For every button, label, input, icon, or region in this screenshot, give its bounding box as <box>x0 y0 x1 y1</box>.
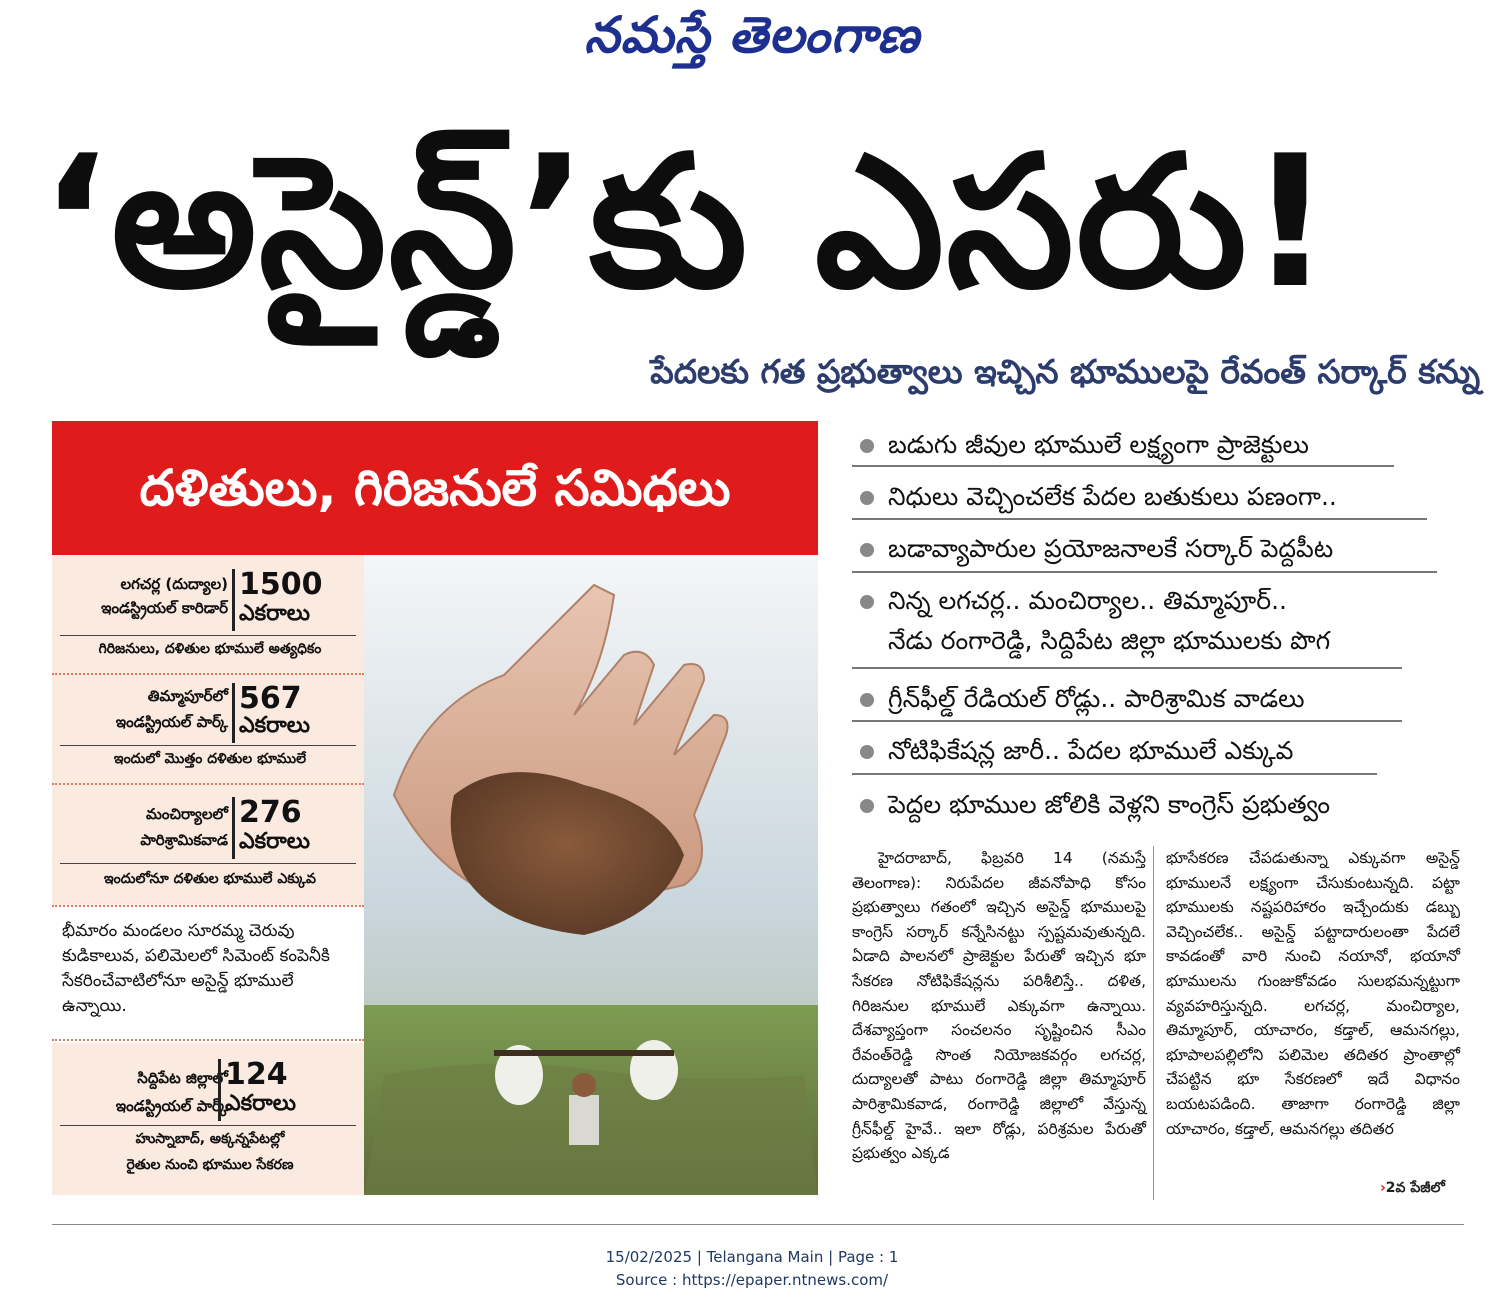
continued-on-page[interactable] <box>1380 1180 1445 1199</box>
stat-1-label-line2: ఇండస్ట్రియల్ కారిడార్ <box>101 599 228 617</box>
article-body-right <box>1166 846 1460 1141</box>
stat-1-rule <box>60 635 356 636</box>
bullet-item <box>852 529 1452 569</box>
bullet-text: బడావ్యాపారుల ప్రయోజనాలకే సర్కార్ పెద్దపీట <box>888 534 1334 563</box>
illustration-svg <box>364 555 818 1195</box>
bullet-dot-icon <box>860 543 874 557</box>
main-headline: ‘అసైన్డ్’కు ఎసరు! <box>40 116 1334 328</box>
stat-4-note-line2: రైతుల నుంచి భూముల సేకరణ <box>126 1157 294 1173</box>
farmland-hand-photo <box>364 555 818 1195</box>
bullet-rule <box>852 773 1377 775</box>
article-paragraph: భూసేకరణ చేపడుతున్నా ఎక్కువగా అసైన్డ్ భూములనే లక్ష్యంగా చేసుకుంటున్నది. పట్టా భూములకు నష్టపరిహారం ఇచ్చేందుకు డబ్బు వెచ్చించలేక.. అసైన్డ్ పట్టాదారులంతా పేదలే కావడంతో వారి నుంచి నయానో, భయానో భూములను గుంజుకోవడం సులభమన్నట్టుగా వ్యవహరిస్తున్నది. లగచర్ల, మంచిర్యాల, తిమ్మాపూర్, యాచారం, కడ్తాల్, ఆమనగల్లు, భూపాలపల్లిలోని పలిమెల తదితర ప్రాంతాల్లో చేపట్టిన భూ సేకరణలో ఇదే విధానం బయటపడింది. తాజాగా రంగారెడ్డి జిల్లా యాచారం, కడ్తాల్, ఆమనగల్లు తదితర <box>1166 849 1460 1138</box>
bullet-item <box>852 425 1452 465</box>
bullet-rule <box>852 571 1437 573</box>
stat-3-label-line1: మంచిర్యాలలో <box>146 805 228 823</box>
bullet-text: గ్రీన్‌ఫీల్డ్ రేడియల్ రోడ్లు.. పారిశ్రామిక వాడలు <box>888 684 1305 713</box>
stat-2-label-line1: తిమ్మాపూర్‌లో <box>147 687 228 705</box>
stat-3-rule <box>60 863 356 864</box>
stat-divider <box>52 673 364 675</box>
article-paragraph: హైదరాబాద్, ఫిబ్రవరి 14 (నమస్తే తెలంగాణ): నిరుపేదల జీవనోపాధి కోసం ప్రభుత్వాలు గతంలో ఇచ్చిన అసైన్డ్ భూములపై కాంగ్రెస్ సర్కార్ కన్నేసినట్టు స్పష్టమవుతున్నది. ఏడాది పాలనలో ప్రాజెక్టుల పేరుతో ఇచ్చిన భూ సేకరణ నోటిఫికేషన్లను పరిశీలిస్తే.. దళిత, గిరిజనుల భూములే ఎక్కువగా ఉన్నాయి. దేశవ్యాప్తంగా సంచలనం సృష్టించిన సీఎం రేవంత్‌రెడ్డి సొంత నియోజకవర్గం లగచర్ల, దుద్యాలతో పాటు రంగారెడ్డి జిల్లా తిమ్మాపూర్ పారిశ్రామికవాడ, రంగారెడ్డి జిల్లాలో వేస్తున్న గ్రీన్‌ఫీల్డ్ హైవే.. ఇలా రోడ్లు, పరిశ్రమల పేరుతో ప్రభుత్వం ఎక్కడ <box>852 849 1146 1163</box>
stat-2-unit: ఎకరాలు <box>232 713 310 743</box>
subheadline: పేదలకు గత ప్రభుత్వాలు ఇచ్చిన భూములపై రేవంత్ సర్కార్ కన్ను <box>650 352 1480 391</box>
red-banner-title: దళితులు, గిరిజనులే సమిధలు <box>52 421 818 555</box>
stat-4-note-line1: హుస్నాబాద్, అక్కన్నపేటల్లో <box>135 1131 285 1147</box>
stat-2-label-line2: ఇండస్ట్రియల్ పార్క్ <box>115 713 228 731</box>
stat-1-unit: ఎకరాలు <box>232 601 310 631</box>
chevron-right-icon: › <box>1380 1180 1386 1196</box>
bullet-item <box>852 581 1452 661</box>
masthead-logo: నమస్తే తెలంగాణ <box>584 6 920 64</box>
stat-divider <box>52 1039 364 1041</box>
bullet-dot-icon <box>860 439 874 453</box>
stat-4-unit: ఎకరాలు <box>218 1091 296 1121</box>
continued-label: 2వ పేజీలో <box>1385 1180 1445 1196</box>
bullet-dot-icon <box>860 595 874 609</box>
bullet-text: పెద్దల భూముల జోలికి వెళ్లని కాంగ్రెస్ ప్రభుత్వం <box>888 790 1331 819</box>
bullet-text: నిన్న లగచర్ల.. మంచిర్యాల.. తిమ్మాపూర్.. <box>888 586 1287 615</box>
bullet-text: బడుగు జీవుల భూములే లక్ష్యంగా ప్రాజెక్టులు <box>888 430 1309 459</box>
bullet-text: నిధులు వెచ్చించలేక పేదల బతుకులు పణంగా.. <box>888 482 1337 511</box>
bullet-dot-icon <box>860 491 874 505</box>
bullet-dot-icon <box>860 799 874 813</box>
footer-divider <box>52 1224 1464 1225</box>
bullet-rule <box>852 518 1427 520</box>
stat-3-unit: ఎకరాలు <box>232 829 310 859</box>
footer-date-page: 15/02/2025 | Telangana Main | Page : 1 <box>605 1248 899 1266</box>
stat-divider <box>52 905 364 907</box>
footer-source-link[interactable]: Source : https://epaper.ntnews.com/ <box>615 1271 889 1289</box>
stat-4-label-line1: సిద్దిపేట జిల్లాలో <box>137 1069 228 1087</box>
paragraph-note: భీమారం మండలం సూరమ్మ చెరువు కుడికాలువ, పలిమెలలో సిమెంట్ కంపెనీకి సేకరించేవాటిలోనూ అసైన్డ్ భూములే ఉన్నాయి. <box>62 921 330 1016</box>
stat-2-note: ఇందులో మొత్తం దళితుల భూములే <box>113 751 307 767</box>
bullet-item <box>852 731 1452 771</box>
bullet-rule <box>852 465 1394 467</box>
stat-3-label-line2: పారిశ్రామికవాడ <box>140 831 228 849</box>
bullet-item <box>852 785 1452 825</box>
bullet-item <box>852 477 1452 517</box>
bullet-text-line2: నేడు రంగారెడ్డి, సిద్దిపేట జిల్లా భూములకు పొగ <box>888 626 1331 655</box>
stat-1-label-line1: లగచర్ల (దుద్యాల) <box>120 575 228 593</box>
stat-4-label-line2: ఇండస్ట్రియల్ పార్క్ <box>115 1097 228 1115</box>
stat-3-number: 276 <box>232 797 302 829</box>
bullet-dot-icon <box>860 693 874 707</box>
stat-4-rule <box>60 1125 356 1126</box>
stat-2-number: 567 <box>232 683 302 715</box>
stat-3-note: ఇందులోనూ దళితుల భూములే ఎక్కువ <box>104 871 316 887</box>
stats-panel <box>52 555 364 1195</box>
column-divider <box>1153 846 1154 1200</box>
bullet-rule <box>852 667 1402 669</box>
stat-1-note: గిరిజనులు, దళితుల భూములే అత్యధికం <box>98 641 322 657</box>
bullet-dot-icon <box>860 745 874 759</box>
article-body-left <box>852 846 1146 1166</box>
bullet-rule <box>852 720 1402 722</box>
stat-4-number: 124 <box>218 1059 288 1091</box>
stat-2-rule <box>60 745 356 746</box>
stat-1-number: 1500 <box>232 569 323 601</box>
bullet-item <box>852 679 1452 719</box>
bullet-text: నోటిఫికేషన్ల జారీ.. పేదల భూములే ఎక్కువ <box>888 736 1294 765</box>
